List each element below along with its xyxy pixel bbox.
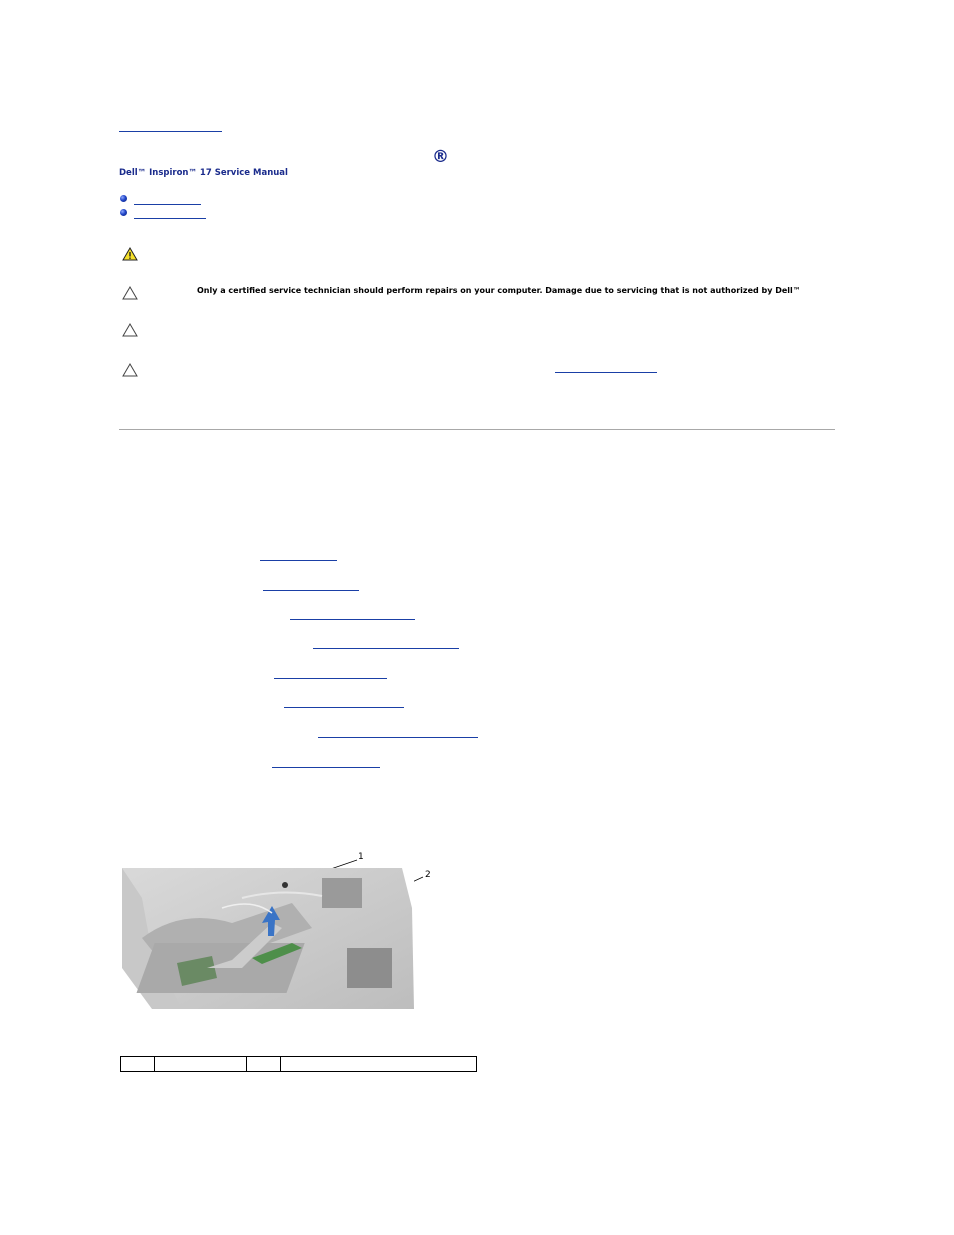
table-cell [121,1057,155,1072]
table-cell [281,1057,477,1072]
registered-mark: ® [432,147,449,167]
figure-illustration [122,868,414,1009]
table-cell [247,1057,281,1072]
procedure-link-4[interactable] [313,638,459,649]
bluetooth-module-figure [122,868,414,1009]
procedure-link-5[interactable] [274,668,387,679]
caution-text: Only a certified service technician should perform repairs on your computer. Damage due to servicing that is not authorized by Dell™ [197,286,801,295]
procedure-link-6[interactable] [284,697,404,708]
procedure-link-2[interactable] [263,580,359,591]
bullet-icon [120,209,127,216]
table-cell [155,1057,247,1072]
callout-number-1: 1 [358,852,364,862]
callout-number-2: 2 [425,870,431,880]
toc-link-2[interactable] [134,208,206,219]
back-link[interactable] [119,121,222,132]
procedure-link-7[interactable] [318,727,478,738]
caution-icon [122,323,138,337]
procedure-link-1[interactable] [260,550,337,561]
toc-link-1[interactable] [134,194,201,205]
table-row [121,1057,477,1072]
procedure-link-8[interactable] [272,757,380,768]
section-divider [119,429,835,430]
warning-icon [122,247,138,261]
callout-table [120,1056,477,1072]
caution-link[interactable] [555,362,657,373]
page-title: Dell™ Inspiron™ 17 Service Manual [119,168,288,178]
bullet-icon [120,195,127,202]
caution-icon [122,286,138,300]
procedure-link-3[interactable] [290,609,415,620]
caution-icon [122,363,138,377]
